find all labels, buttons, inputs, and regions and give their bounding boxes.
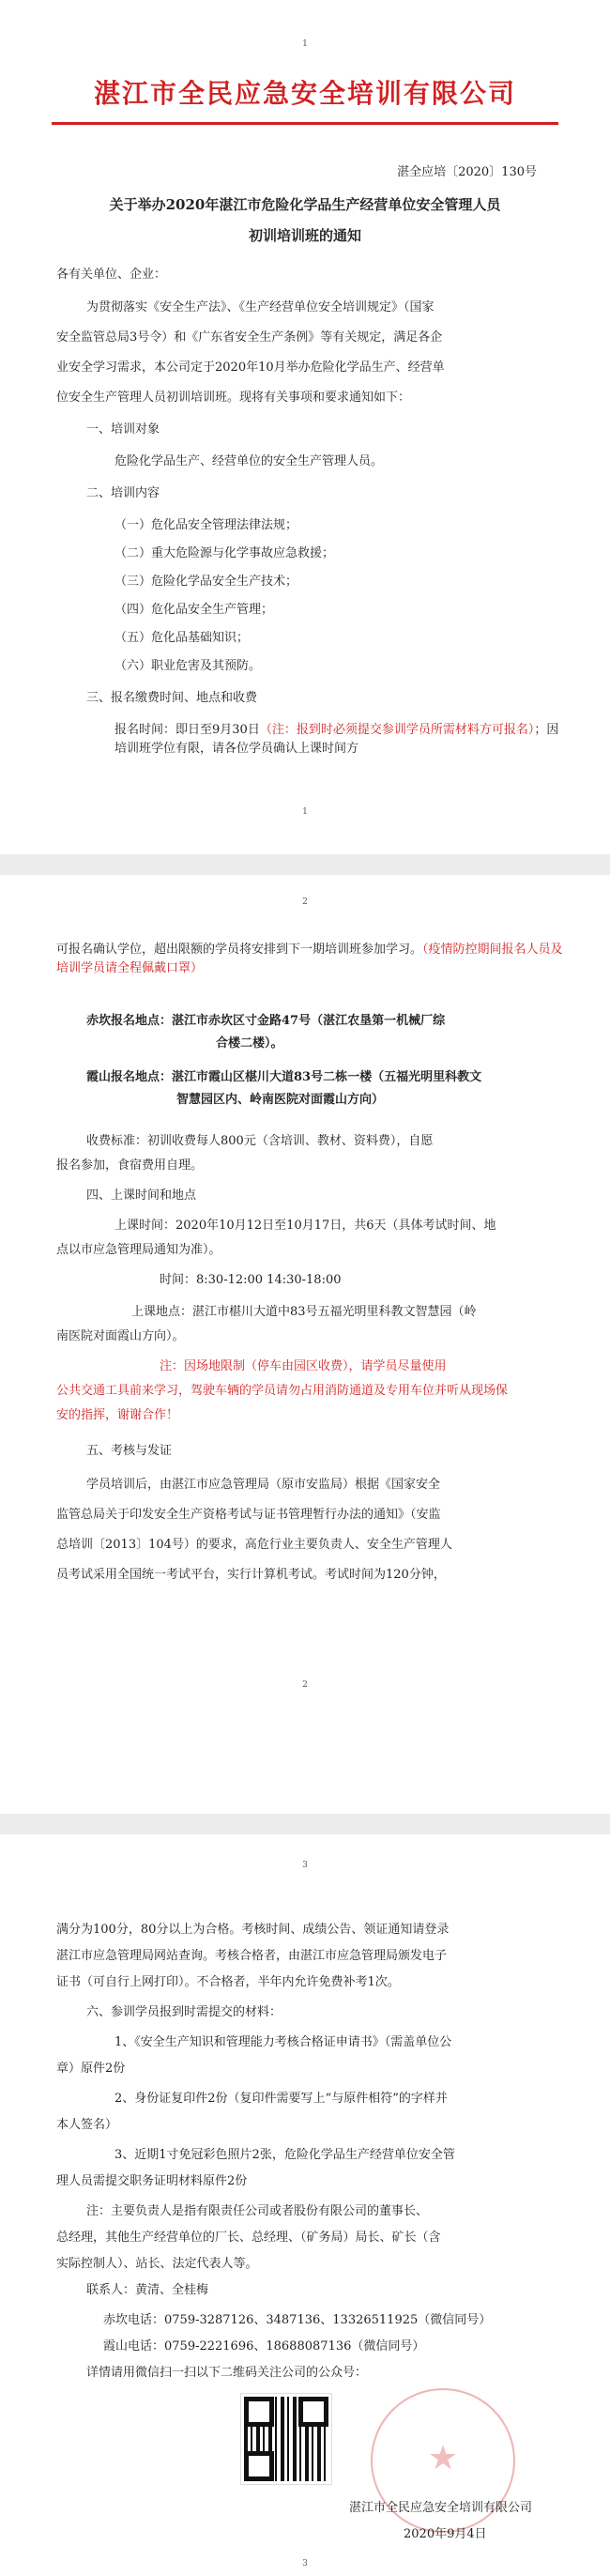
paragraph-line: 为贯彻落实《安全生产法》、《生产经营单位安全培训规定》（国家	[86, 300, 435, 314]
class-hours: 时间：8:30-12:00 14:30-18:00	[160, 1273, 342, 1287]
paragraph-line: 湛江市应急管理局网站查询。考核合格者，由湛江市应急管理局颁发电子	[56, 1949, 448, 1963]
chikan-phone: 赤坎电话：0759-3287126、3487136、13326511925（微信同号）	[103, 2313, 492, 2327]
letterhead-divider	[52, 122, 558, 125]
epidemic-note: （疫情防控期间报名人员及培训学员请全程佩戴口罩）	[56, 943, 563, 975]
list-item: 1、《安全生产知识和管理能力考核合格证申请书》（需盖单位公	[114, 2035, 452, 2049]
seat-overflow-text: 可报名确认学位，超出限额的学员将安排到下一期培训班参加学习。	[56, 943, 423, 957]
list-item: （三）危险化学品安全生产技术；	[114, 575, 298, 589]
qr-instruction: 详情请用微信扫一扫以下二维码关注公司的公众号：	[86, 2366, 368, 2380]
list-item: （四）危化品安全生产管理；	[114, 603, 274, 617]
note-line: 注：主要负责人是指有限责任公司或者股份有限公司的董事长、	[86, 2204, 429, 2218]
company-letterhead: 湛江市全民应急安全培训有限公司	[93, 78, 516, 109]
section-heading: 六、参训学员报到时需提交的材料：	[86, 2005, 282, 2019]
list-item: （一）危化品安全管理法律法规；	[114, 518, 298, 532]
list-item: （六）职业危害及其预防。	[114, 659, 262, 673]
registration-time-text: 报名时间：即日至9月30日	[114, 723, 260, 737]
signature-date: 2020年9月4日	[404, 2527, 487, 2541]
list-item: 章）原件2份	[56, 2062, 126, 2076]
page-number-top: 3	[302, 1861, 308, 1870]
paragraph-line: 学员培训后，由湛江市应急管理局（原市安监局）根据《国家安全	[86, 1478, 441, 1492]
section-heading: 四、上课时间和地点	[86, 1188, 197, 1203]
paragraph-line: 证书（可自行上网打印）。不合格者，半年内允许免费补考1次。	[56, 1975, 400, 1989]
paragraph-line: 安全监管总局3号令）和《广东省安全生产条例》等有关规定，满足各企	[56, 330, 443, 345]
section-heading: 一、培训对象	[86, 422, 160, 437]
parking-note: 注：因场地限制（停车由园区收费），请学员尽量使用	[160, 1359, 447, 1373]
contact-people: 联系人：黄清、全桂梅	[86, 2283, 209, 2297]
registration-time-suffix: ；因培训班学位有限，请各位学员确认上课时间方	[114, 723, 559, 756]
list-item: 3、近期1寸免冠彩色照片2张，危险化学品生产经营单位安全管	[114, 2148, 455, 2162]
registration-time	[114, 721, 565, 759]
notice-title-line-2: 初训培训班的通知	[248, 227, 361, 244]
list-item: 理人员需提交职务证明材料原件2份	[56, 2174, 248, 2188]
section-heading: 二、培训内容	[86, 486, 160, 500]
chikan-address: 赤坎报名地点：湛江市赤坎区寸金路47号（湛江农垦第一机械厂综	[86, 1014, 446, 1028]
section-heading: 三、报名缴费时间、地点和收费	[86, 691, 258, 705]
list-item: （二）重大危险源与化学事故应急救援；	[114, 546, 335, 560]
document-number: 湛全应培〔2020〕130号	[397, 165, 537, 179]
fee-line: 报名参加，食宿费用自理。	[56, 1158, 204, 1173]
section-heading: 五、考核与发证	[86, 1444, 173, 1458]
signature-company: 湛江市全民应急安全培训有限公司	[349, 2501, 533, 2515]
class-place: 上课地点：湛江市椹川大道中83号五福光明里科教文智慧园（岭	[131, 1305, 477, 1319]
parking-note: 公共交通工具前来学习，驾驶车辆的学员请勿占用消防通道及专用车位并听从现场保	[56, 1384, 509, 1398]
paragraph-line	[56, 941, 563, 978]
paragraph-line: 总培训〔2013〕104号）的要求，高危行业主要负责人、安全生产管理人	[56, 1538, 452, 1552]
class-place: 南医院对面霞山方向）。	[56, 1329, 185, 1343]
salutation: 各有关单位、企业：	[56, 268, 167, 282]
class-time: 上课时间：2020年10月12日至10月17日，共6天（具体考试时间、地	[114, 1219, 496, 1233]
paragraph-line: 满分为100分，80分以上为合格。考核时间、成绩公告、领证通知请登录	[56, 1923, 450, 1937]
fee-line: 收费标准：初训收费每人800元（含培训、教材、资料费），自愿	[86, 1134, 434, 1148]
list-item: （五）危化品基础知识；	[114, 631, 250, 645]
paragraph-line: 员考试采用全国统一考试平台，实行计算机考试。考试时间为120分钟，	[56, 1568, 446, 1582]
paragraph-line: 位安全生产管理人员初训培训班。现将有关事项和要求通知如下：	[56, 391, 411, 405]
qr-finder-pattern	[244, 2451, 274, 2481]
notice-title-line-1: 关于举办2020年湛江市危险化学品生产经营单位安全管理人员	[109, 196, 501, 213]
page-number-bottom: 3	[302, 2559, 308, 2568]
list-item: 2、身份证复印件2份（复印件需要写上“与原件相符”的字样并	[114, 2092, 448, 2106]
note-line: 实际控制人）、站长、法定代表人等。	[56, 2257, 258, 2271]
paragraph-line: 危险化学品生产、经营单位的安全生产管理人员。	[114, 454, 384, 468]
registration-note: （注：报到时必须提交参训学员所需材料方可报名）	[259, 723, 535, 737]
page-3	[0, 1834, 610, 2576]
wechat-qr-code	[241, 2394, 331, 2484]
page-number-top: 2	[302, 897, 308, 907]
page-2	[0, 875, 610, 1814]
paragraph-line: 监管总局关于印发安全生产资格考试与证书管理暂行办法的通知》（安监	[56, 1508, 441, 1522]
seal-star-icon: ★	[427, 2439, 459, 2477]
page-number-top: 1	[302, 39, 308, 49]
xiashan-phone: 霞山电话：0759-2221696、18688087136（微信同号）	[103, 2339, 425, 2354]
paragraph-line: 业安全学习需求，本公司定于2020年10月举办危险化学品生产、经营单	[56, 360, 445, 375]
page-number-bottom: 1	[302, 807, 308, 817]
xiashan-address: 霞山报名地点：湛江市霞山区椹川大道83号二栋一楼（五福光明里科教文	[86, 1070, 482, 1084]
page-1	[0, 0, 610, 854]
xiashan-address-cont: 智慧园区内、岭南医院对面霞山方向）	[176, 1093, 385, 1107]
list-item: 本人签名）	[56, 2118, 118, 2132]
chikan-address-cont: 合楼二楼）。	[216, 1036, 283, 1050]
note-line: 总经理，其他生产经营单位的厂长、总经理、（矿务局）局长、矿长（含	[56, 2231, 441, 2245]
class-time: 点以市应急管理局通知为准）。	[56, 1243, 221, 1257]
parking-note: 安的指挥，谢谢合作！	[56, 1408, 179, 1422]
page-number-bottom: 2	[302, 1680, 308, 1690]
